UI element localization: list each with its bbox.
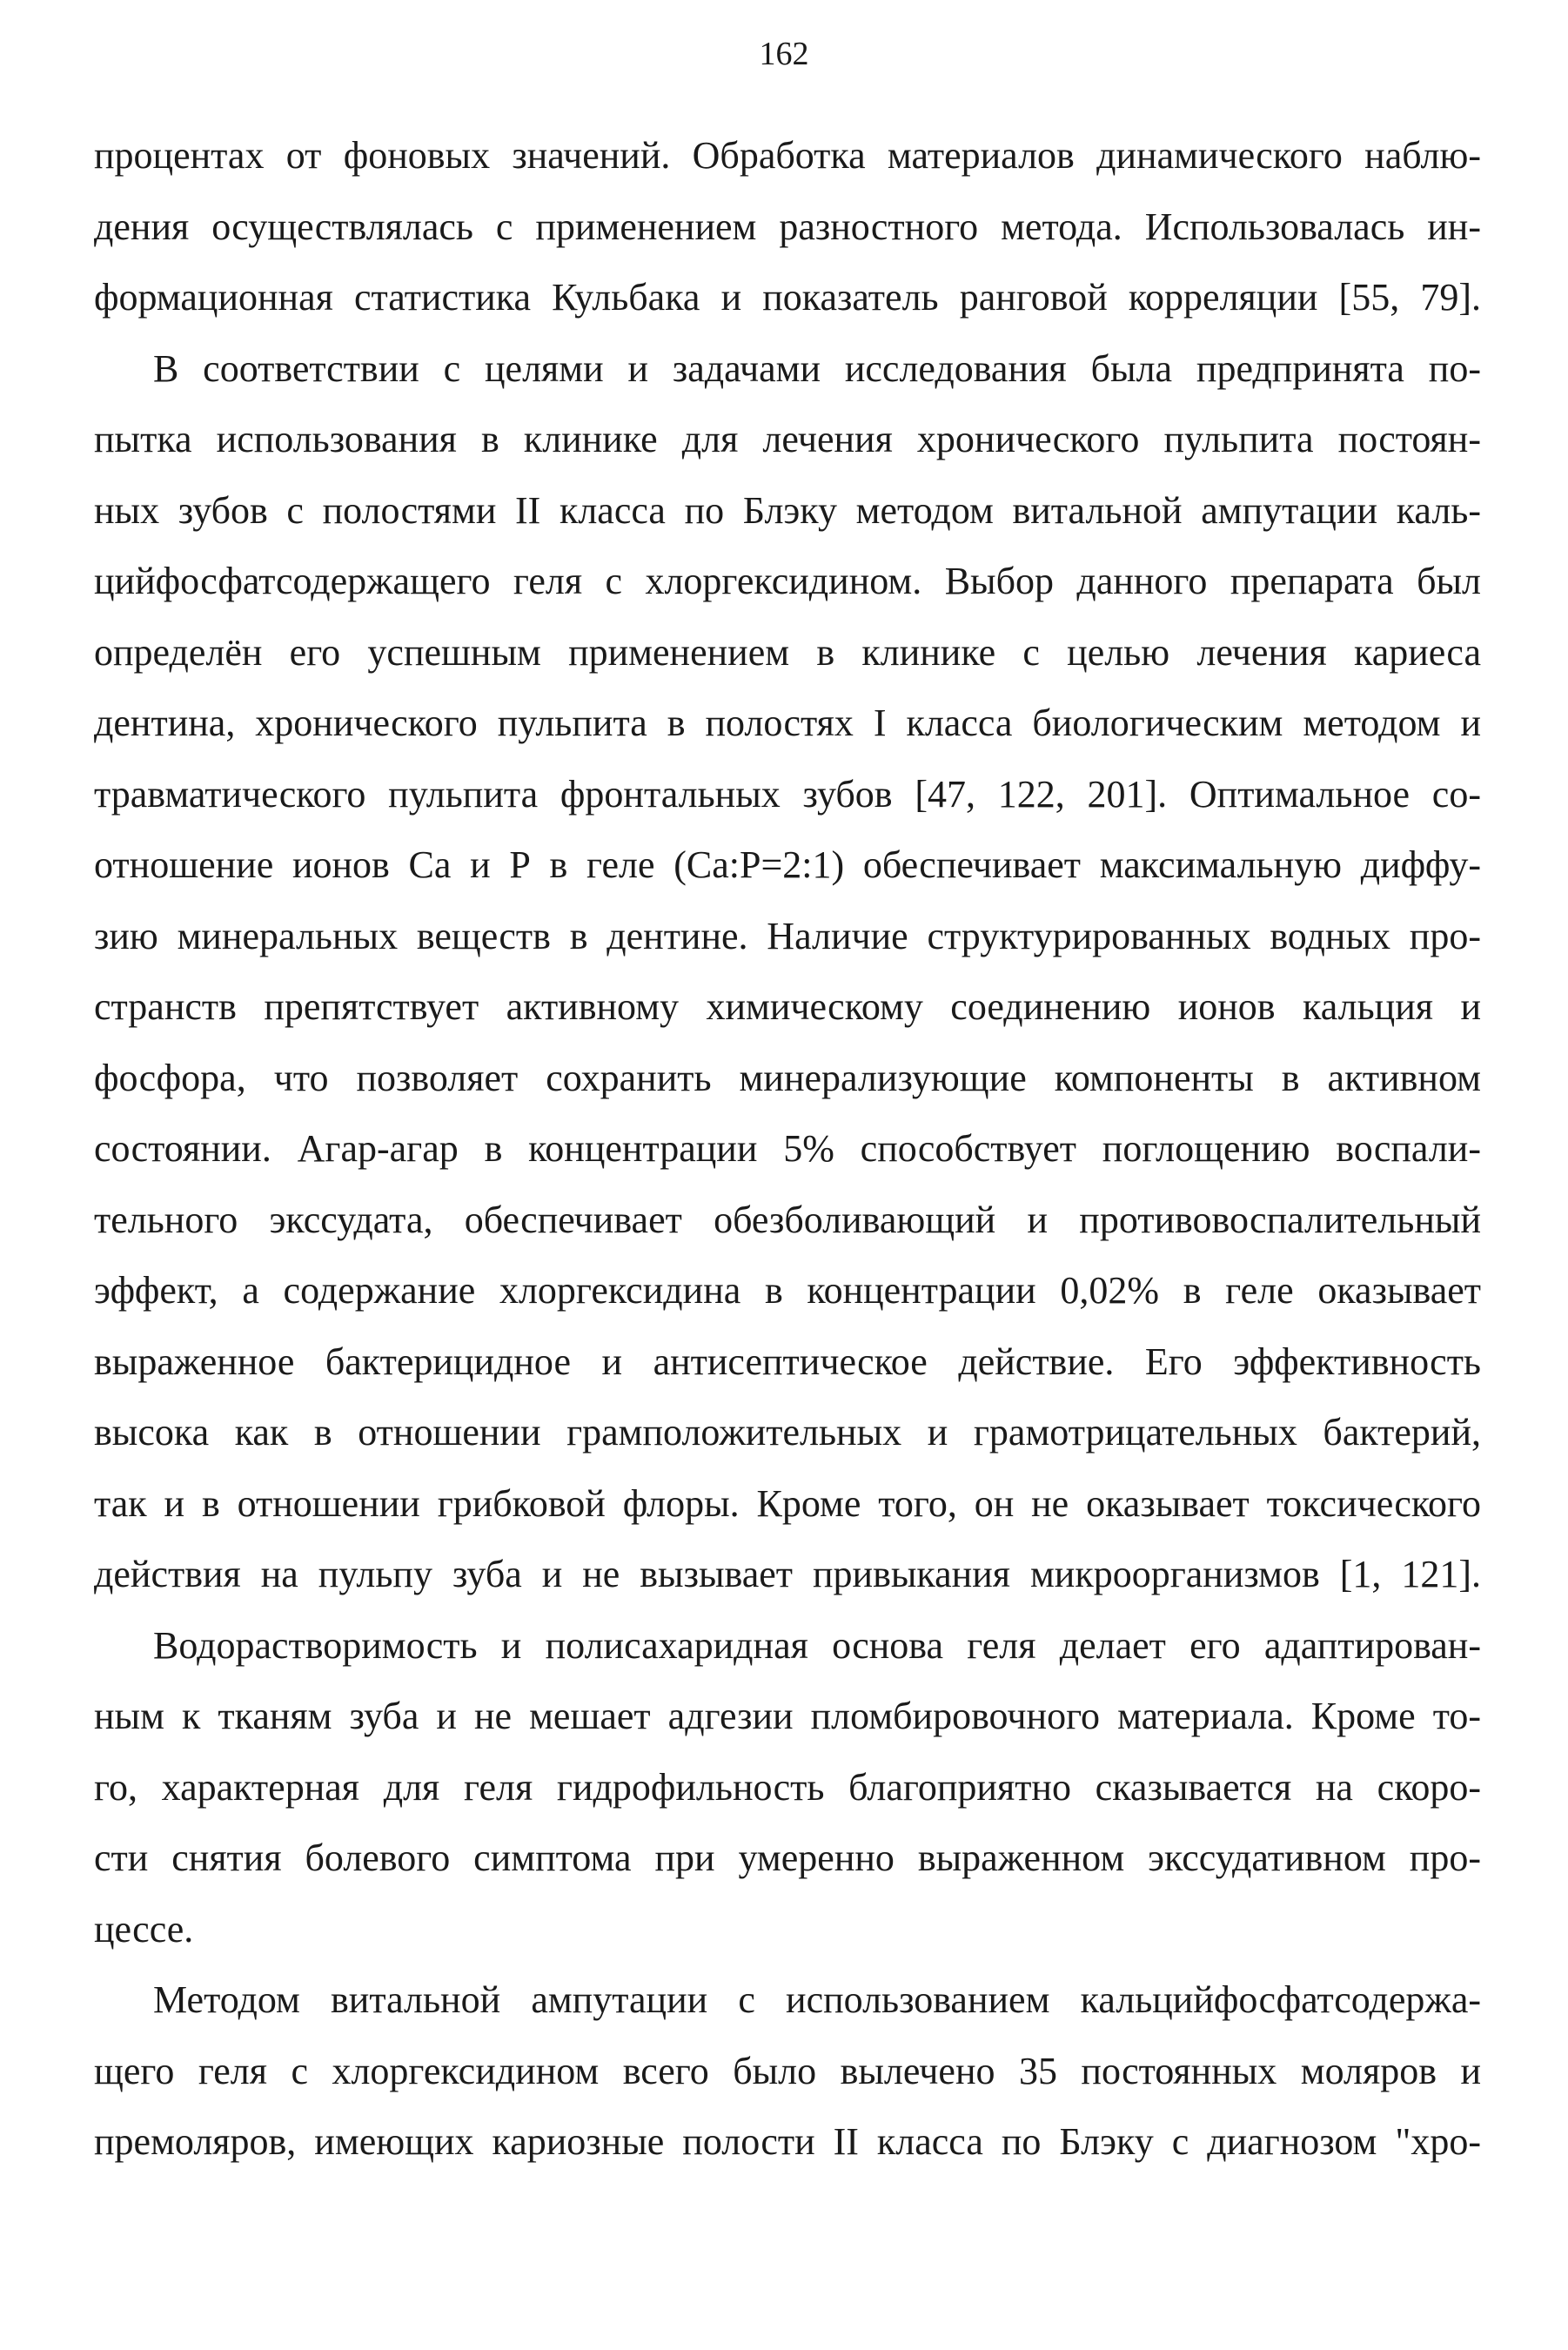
text-line: процентах от фоновых значений. Обработка материалов динамического наблю- (94, 134, 1481, 177)
text-line: го, характерная для геля гидрофильность благоприятно сказывается на скоро- (94, 1765, 1481, 1809)
text-line: дентина, хронического пульпита в полостях I класса биологическим методом и (94, 702, 1481, 744)
text-line: эффект, а содержание хлоргексидина в концентрации 0,02% в геле оказывает (94, 1269, 1481, 1312)
text-line: травматического пульпита фронтальных зубов [47, 122, 201]. Оптимальное со- (94, 772, 1481, 816)
text-line: дения осуществлялась с применением разностного метода. Использовалась ин- (94, 205, 1481, 248)
text-line: зию минеральных веществ в дентине. Наличие структурированных водных про- (94, 914, 1481, 957)
text-line: Водорастворимость и полисахаридная основа геля делает его адаптирован- (153, 1623, 1481, 1667)
text-line: выраженное бактерицидное и антисептическое действие. Его эффективность (94, 1340, 1481, 1383)
text-line: состоянии. Агар-агар в концентрации 5% способствует поглощению воспали- (94, 1127, 1481, 1170)
text-line: ным к тканям зуба и не мешает адгезии пломбировочного материала. Кроме то- (94, 1695, 1481, 1737)
page-number: 162 (759, 36, 809, 72)
paragraph-4 (94, 1964, 1481, 2178)
text-line: премоляров, имеющих кариозные полости II класса по Блэку с диагнозом "хро- (94, 2120, 1481, 2163)
text-line: ных зубов с полостями II класса по Блэку методом витальной ампутации каль- (94, 488, 1481, 532)
text-line: странств препятствует активному химическому соединению ионов кальция и (94, 985, 1481, 1028)
text-line: формационная статистика Кульбака и показатель ранговой корреляции [55, 79]. (94, 276, 1481, 319)
text-line: определён его успешным применением в клинике с целью лечения кариеса (94, 630, 1481, 674)
paragraph-1 (94, 120, 1481, 333)
text-line: щего геля с хлоргексидином всего было вылечено 35 постоянных моляров и (94, 2049, 1481, 2092)
paragraph-3 (94, 1610, 1481, 1965)
text-line: В соответствии с целями и задачами исследования была предпринята по- (153, 346, 1481, 390)
text-line: Методом витальной ампутации с использованием кальцийфосфатсодержа- (153, 1978, 1481, 2021)
text-line: фосфора, что позволяет сохранить минерализующие компоненты в активном (94, 1056, 1481, 1099)
text-line: пытка использования в клинике для лечения хронического пульпита постоян- (94, 418, 1481, 460)
text-line: высока как в отношении грамположительных и грамотрицательных бактерий, (94, 1411, 1481, 1454)
text-line: тельного экссудата, обеспечивает обезболивающий и противовоспалительный (94, 1198, 1481, 1241)
text-line: цессе. (94, 1907, 194, 1950)
text-body (94, 120, 1481, 2178)
text-line: цийфосфатсодержащего геля с хлоргексидином. Выбор данного препарата был (94, 560, 1481, 602)
text-line: сти снятия болевого симптома при умеренно выраженном экссудативном про- (94, 1836, 1481, 1879)
text-line: так и в отношении грибковой флоры. Кроме того, он не оказывает токсического (94, 1481, 1481, 1525)
paragraph-2 (94, 333, 1481, 1610)
text-line: отношение ионов Са и Р в геле (Са:Р=2:1) обеспечивает максимальную диффу- (94, 843, 1481, 886)
text-line: действия на пульпу зуба и не вызывает привыкания микроорганизмов [1, 121]. (94, 1553, 1481, 1595)
